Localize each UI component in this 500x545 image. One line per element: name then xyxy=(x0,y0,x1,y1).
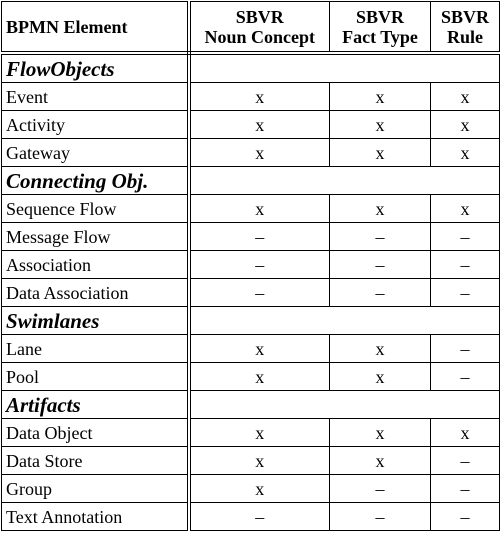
table-row xyxy=(2,279,500,307)
rule-cell: – xyxy=(431,279,500,307)
noun-concept-cell: x xyxy=(189,83,330,111)
noun-concept-cell: x xyxy=(189,335,330,363)
table-row xyxy=(2,111,500,139)
table-row xyxy=(2,363,500,391)
noun-concept-cell: – xyxy=(189,223,330,251)
noun-concept-cell: x xyxy=(189,475,330,503)
header-noun-concept-line1: SBVR xyxy=(235,6,284,27)
table-row xyxy=(2,195,500,223)
rule-cell: x xyxy=(431,111,500,139)
fact-type-cell: x xyxy=(330,83,431,111)
noun-concept-cell: x xyxy=(189,419,330,447)
element-name-cell: Message Flow xyxy=(2,223,189,251)
fact-type-cell: x xyxy=(330,111,431,139)
rule-cell: – xyxy=(431,503,500,531)
section-empty-cell xyxy=(189,307,500,335)
section-empty-cell xyxy=(189,53,500,83)
fact-type-cell: x xyxy=(330,419,431,447)
header-bpmn-element xyxy=(2,2,189,54)
section-row xyxy=(2,391,500,419)
mapping-table-container xyxy=(1,1,499,543)
rule-cell: – xyxy=(431,335,500,363)
element-name-cell: Association xyxy=(2,251,189,279)
section-row xyxy=(2,307,500,335)
rule-cell: – xyxy=(431,363,500,391)
header-fact-type-line1: SBVR xyxy=(355,6,404,27)
fact-type-cell: – xyxy=(330,475,431,503)
fact-type-cell: – xyxy=(330,251,431,279)
section-label: Artifacts xyxy=(2,391,189,419)
element-name-cell: Event xyxy=(2,83,189,111)
rule-cell: x xyxy=(431,419,500,447)
element-name-cell: Data Association xyxy=(2,279,189,307)
element-name-cell: Activity xyxy=(2,111,189,139)
table-row xyxy=(2,223,500,251)
table-header-row xyxy=(2,2,500,54)
table-row xyxy=(2,419,500,447)
rule-cell: x xyxy=(431,195,500,223)
header-rule xyxy=(431,2,500,54)
fact-type-cell: – xyxy=(330,279,431,307)
header-rule-line2: Rule xyxy=(447,26,483,47)
table-row xyxy=(2,447,500,475)
element-name-cell: Pool xyxy=(2,363,189,391)
rule-cell: – xyxy=(431,447,500,475)
table-row xyxy=(2,475,500,503)
element-name-cell: Data Store xyxy=(2,447,189,475)
section-label: FlowObjects xyxy=(2,53,189,83)
element-name-cell: Group xyxy=(2,475,189,503)
section-empty-cell xyxy=(189,391,500,419)
rule-cell: x xyxy=(431,83,500,111)
rule-cell: – xyxy=(431,223,500,251)
noun-concept-cell: – xyxy=(189,279,330,307)
rule-cell: x xyxy=(431,139,500,167)
table-row xyxy=(2,251,500,279)
fact-type-cell: x xyxy=(330,363,431,391)
section-label: Swimlanes xyxy=(2,307,189,335)
header-bpmn-element-label: BPMN Element xyxy=(6,16,128,37)
fact-type-cell: x xyxy=(330,335,431,363)
table-row xyxy=(2,83,500,111)
section-label: Connecting Obj. xyxy=(2,167,189,195)
fact-type-cell: – xyxy=(330,503,431,531)
fact-type-cell: – xyxy=(330,223,431,251)
fact-type-cell: x xyxy=(330,139,431,167)
header-fact-type-line2: Fact Type xyxy=(342,26,418,47)
section-empty-cell xyxy=(189,167,500,195)
table-body xyxy=(2,53,500,531)
header-fact-type xyxy=(330,2,431,54)
header-rule-line1: SBVR xyxy=(440,6,489,27)
fact-type-cell: x xyxy=(330,195,431,223)
header-noun-concept xyxy=(189,2,330,54)
fact-type-cell: x xyxy=(330,447,431,475)
element-name-cell: Lane xyxy=(2,335,189,363)
element-name-cell: Text Annotation xyxy=(2,503,189,531)
header-noun-concept-line2: Noun Concept xyxy=(204,26,315,47)
noun-concept-cell: x xyxy=(189,195,330,223)
table-row xyxy=(2,335,500,363)
element-name-cell: Gateway xyxy=(2,139,189,167)
section-row xyxy=(2,53,500,83)
noun-concept-cell: – xyxy=(189,251,330,279)
element-name-cell: Data Object xyxy=(2,419,189,447)
bpmn-sbvr-mapping-table xyxy=(1,1,500,531)
element-name-cell: Sequence Flow xyxy=(2,195,189,223)
noun-concept-cell: x xyxy=(189,363,330,391)
table-row xyxy=(2,139,500,167)
noun-concept-cell: – xyxy=(189,503,330,531)
table-row xyxy=(2,503,500,531)
section-row xyxy=(2,167,500,195)
noun-concept-cell: x xyxy=(189,111,330,139)
rule-cell: – xyxy=(431,475,500,503)
noun-concept-cell: x xyxy=(189,139,330,167)
rule-cell: – xyxy=(431,251,500,279)
noun-concept-cell: x xyxy=(189,447,330,475)
